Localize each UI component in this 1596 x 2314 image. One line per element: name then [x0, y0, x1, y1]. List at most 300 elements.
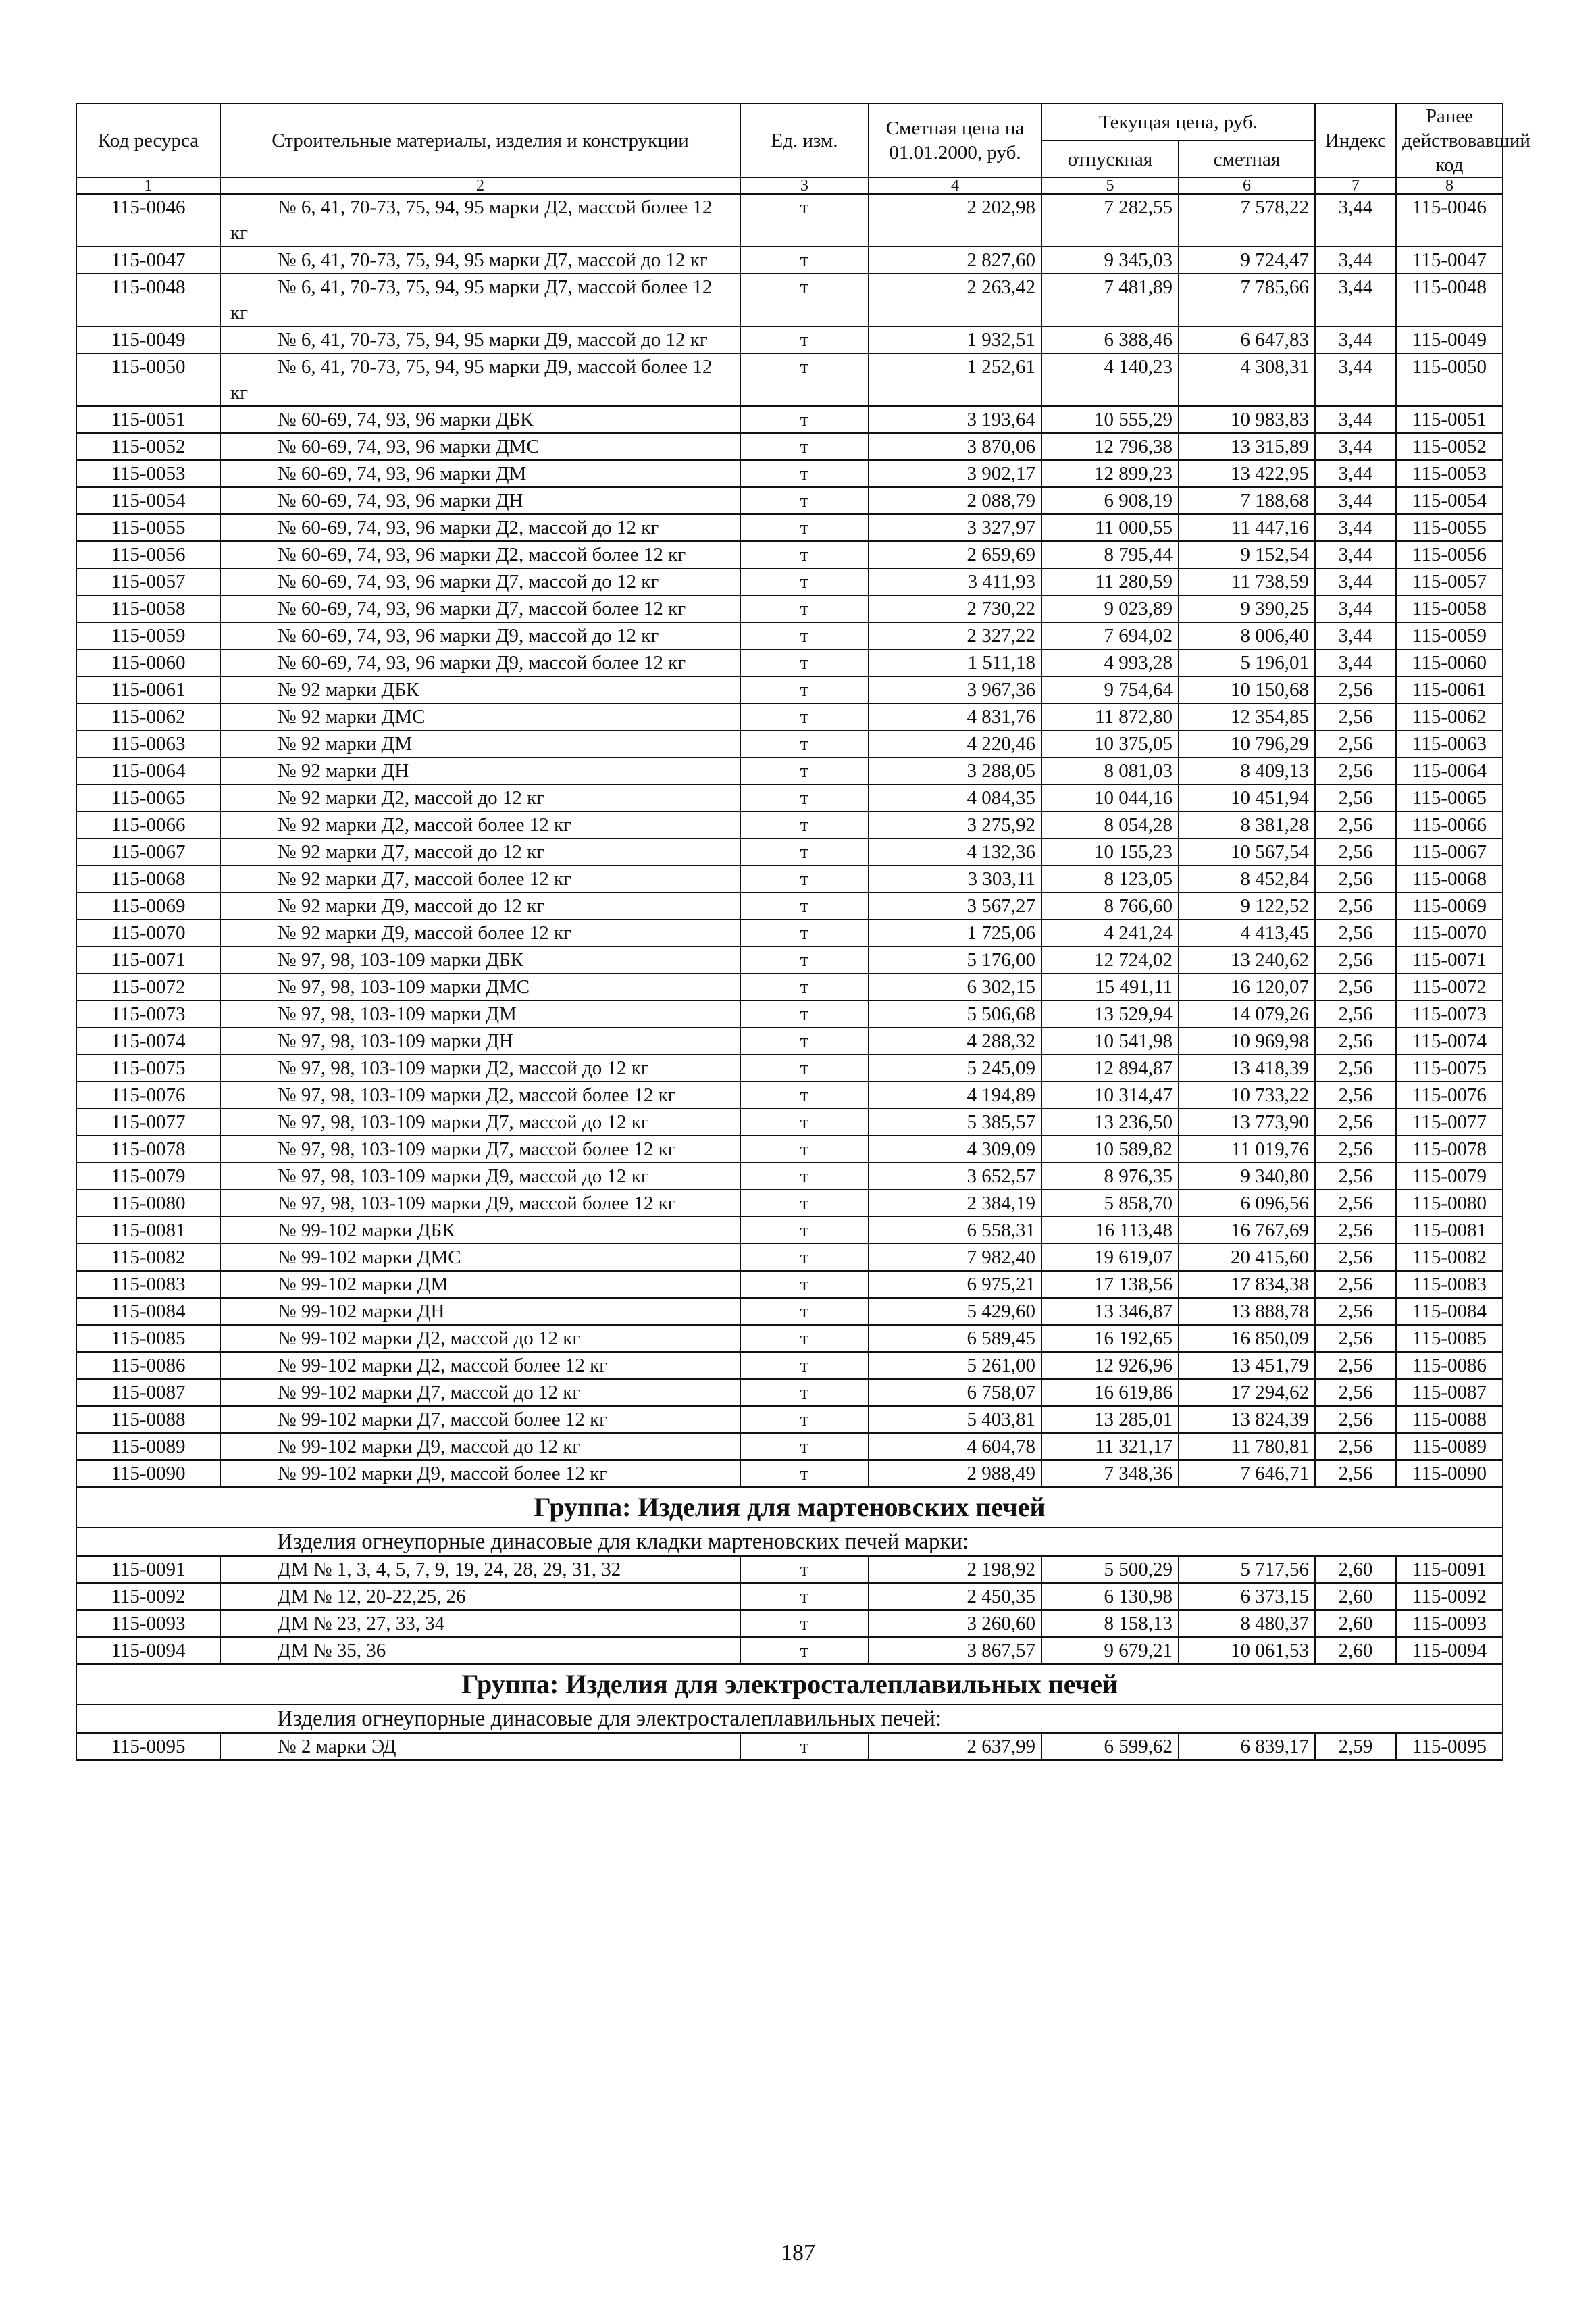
estimate-price: 7 646,71 — [1179, 1460, 1315, 1487]
material-name-text: ДМ № 12, 20-22,25, 26 — [278, 1586, 466, 1607]
table-row — [76, 1163, 1503, 1190]
estimate-2000-price: 3 275,92 — [869, 811, 1041, 838]
material-name-text: № 99-102 марки Д7, массой более 12 кг — [278, 1409, 608, 1430]
previous-code: 115-0066 — [1396, 811, 1503, 838]
release-price: 6 388,46 — [1041, 326, 1179, 353]
resource-code: 115-0054 — [76, 487, 220, 514]
material-name — [220, 1271, 740, 1298]
subgroup-title-row — [76, 1528, 1503, 1556]
unit-cell: т — [740, 541, 869, 568]
group-title: Группа: Изделия для электросталеплавильных печей — [76, 1664, 1503, 1705]
table-row — [76, 1055, 1503, 1082]
unit-cell: т — [740, 1190, 869, 1217]
estimate-price: 8 381,28 — [1179, 811, 1315, 838]
estimate-price: 4 308,31 — [1179, 353, 1315, 406]
material-name-text: ДМ № 23, 27, 33, 34 — [278, 1613, 445, 1634]
unit-cell: т — [740, 247, 869, 274]
release-price: 8 158,13 — [1041, 1610, 1179, 1637]
material-name-text: № 99-102 марки Д9, массой более 12 кг — [278, 1463, 608, 1484]
release-price: 10 314,47 — [1041, 1082, 1179, 1109]
previous-code: 115-0068 — [1396, 865, 1503, 892]
previous-code: 115-0088 — [1396, 1406, 1503, 1433]
price-index: 3,44 — [1315, 247, 1396, 274]
table-row — [76, 274, 1503, 326]
material-name — [220, 730, 740, 757]
price-index: 2,56 — [1315, 920, 1396, 947]
unit-cell: т — [740, 433, 869, 460]
table-row — [76, 622, 1503, 649]
material-name — [220, 947, 740, 974]
table-row — [76, 703, 1503, 730]
table-row — [76, 920, 1503, 947]
price-index: 2,56 — [1315, 1028, 1396, 1055]
material-name-text: № 99-102 марки Д9, массой до 12 кг — [278, 1436, 581, 1457]
price-index: 3,44 — [1315, 326, 1396, 353]
material-name — [220, 1583, 740, 1610]
material-name-text: № 99-102 марки ДМ — [278, 1274, 448, 1295]
price-index: 3,44 — [1315, 487, 1396, 514]
unit-cell: т — [740, 595, 869, 622]
material-name-text: № 97, 98, 103-109 марки Д7, массой более 12 кг — [278, 1138, 676, 1160]
previous-code: 115-0058 — [1396, 595, 1503, 622]
material-name-text: № 92 марки Д9, массой до 12 кг — [278, 895, 545, 917]
estimate-2000-price: 3 652,57 — [869, 1163, 1041, 1190]
estimate-2000-price: 3 303,11 — [869, 865, 1041, 892]
estimate-2000-price: 4 194,89 — [869, 1082, 1041, 1109]
resource-code: 115-0081 — [76, 1217, 220, 1244]
resource-code: 115-0090 — [76, 1460, 220, 1487]
material-name-text: № 92 марки Д2, массой более 12 кг — [278, 814, 571, 836]
estimate-price: 6 373,15 — [1179, 1583, 1315, 1610]
header-row-1 — [76, 103, 1503, 141]
release-price: 10 155,23 — [1041, 838, 1179, 865]
unit-cell: т — [740, 1271, 869, 1298]
column-number: 5 — [1041, 178, 1179, 194]
estimate-2000-price: 6 302,15 — [869, 974, 1041, 1001]
estimate-price: 13 773,90 — [1179, 1109, 1315, 1136]
table-row — [76, 1433, 1503, 1460]
material-name — [220, 1217, 740, 1244]
price-index: 2,56 — [1315, 1271, 1396, 1298]
material-name-text: № 92 марки Д9, массой более 12 кг — [278, 922, 571, 944]
table-row — [76, 974, 1503, 1001]
table-row — [76, 649, 1503, 676]
table-row — [76, 541, 1503, 568]
unit-cell: т — [740, 1028, 869, 1055]
unit-cell: т — [740, 194, 869, 247]
price-index: 2,56 — [1315, 1352, 1396, 1379]
material-name-text: № 6, 41, 70-73, 75, 94, 95 марки Д7, массой более 12 кг — [230, 276, 713, 324]
previous-code: 115-0053 — [1396, 460, 1503, 487]
previous-code: 115-0048 — [1396, 274, 1503, 326]
estimate-2000-price: 5 403,81 — [869, 1406, 1041, 1433]
release-price: 8 976,35 — [1041, 1163, 1179, 1190]
table-row — [76, 865, 1503, 892]
resource-code: 115-0093 — [76, 1610, 220, 1637]
header-estimate-2000: Сметная цена на 01.01.2000, руб. — [869, 103, 1041, 178]
previous-code: 115-0051 — [1396, 406, 1503, 433]
table-row — [76, 1001, 1503, 1028]
material-name-text: № 60-69, 74, 93, 96 марки Д7, массой до 12 кг — [278, 571, 659, 593]
price-index: 2,56 — [1315, 1244, 1396, 1271]
table-row — [76, 784, 1503, 811]
unit-cell: т — [740, 1001, 869, 1028]
header-previous-code: Ранее действовавший код — [1396, 103, 1503, 178]
previous-code: 115-0046 — [1396, 194, 1503, 247]
resource-code: 115-0058 — [76, 595, 220, 622]
material-name — [220, 1028, 740, 1055]
material-name — [220, 811, 740, 838]
material-name — [220, 622, 740, 649]
price-index: 3,44 — [1315, 433, 1396, 460]
material-name — [220, 274, 740, 326]
unit-cell: т — [740, 1733, 869, 1760]
material-name-text: № 6, 41, 70-73, 75, 94, 95 марки Д9, массой более 12 кг — [230, 356, 713, 403]
estimate-2000-price: 7 982,40 — [869, 1244, 1041, 1271]
resource-code: 115-0095 — [76, 1733, 220, 1760]
price-index: 2,56 — [1315, 1325, 1396, 1352]
header-current-price: Текущая цена, руб. — [1041, 103, 1315, 141]
estimate-2000-price: 5 176,00 — [869, 947, 1041, 974]
previous-code: 115-0049 — [1396, 326, 1503, 353]
price-index: 3,44 — [1315, 514, 1396, 541]
price-index: 2,56 — [1315, 1055, 1396, 1082]
estimate-2000-price: 4 132,36 — [869, 838, 1041, 865]
table-row — [76, 1556, 1503, 1583]
unit-cell: т — [740, 947, 869, 974]
previous-code: 115-0090 — [1396, 1460, 1503, 1487]
release-price: 5 858,70 — [1041, 1190, 1179, 1217]
release-price: 8 081,03 — [1041, 757, 1179, 784]
table-row — [76, 460, 1503, 487]
estimate-price: 16 767,69 — [1179, 1217, 1315, 1244]
release-price: 10 541,98 — [1041, 1028, 1179, 1055]
previous-code: 115-0085 — [1396, 1325, 1503, 1352]
page-number: 187 — [781, 2240, 815, 2265]
price-index: 2,56 — [1315, 1190, 1396, 1217]
previous-code: 115-0093 — [1396, 1610, 1503, 1637]
estimate-price: 10 983,83 — [1179, 406, 1315, 433]
unit-cell: т — [740, 1109, 869, 1136]
material-name-text: № 6, 41, 70-73, 75, 94, 95 марки Д2, массой более 12 кг — [230, 197, 713, 244]
estimate-price: 10 150,68 — [1179, 676, 1315, 703]
table-row — [76, 568, 1503, 595]
price-index: 2,56 — [1315, 1136, 1396, 1163]
material-name-text: № 60-69, 74, 93, 96 марки ДН — [278, 490, 523, 511]
unit-cell: т — [740, 1406, 869, 1433]
unit-cell: т — [740, 274, 869, 326]
previous-code: 115-0065 — [1396, 784, 1503, 811]
group-title-row — [76, 1487, 1503, 1528]
price-index: 3,44 — [1315, 568, 1396, 595]
previous-code: 115-0095 — [1396, 1733, 1503, 1760]
price-index: 2,60 — [1315, 1637, 1396, 1664]
unit-cell: т — [740, 1136, 869, 1163]
column-number-row — [76, 178, 1503, 194]
header-code: Код ресурса — [76, 103, 220, 178]
material-name-text: № 97, 98, 103-109 марки Д9, массой более 12 кг — [278, 1192, 676, 1214]
resource-code: 115-0059 — [76, 622, 220, 649]
column-number: 6 — [1179, 178, 1315, 194]
price-index: 2,56 — [1315, 1001, 1396, 1028]
material-name-text: № 60-69, 74, 93, 96 марки ДМС — [278, 436, 540, 457]
price-index: 3,44 — [1315, 649, 1396, 676]
material-name — [220, 920, 740, 947]
previous-code: 115-0091 — [1396, 1556, 1503, 1583]
estimate-2000-price: 6 975,21 — [869, 1271, 1041, 1298]
material-name — [220, 1082, 740, 1109]
estimate-price: 9 122,52 — [1179, 892, 1315, 920]
estimate-2000-price: 4 220,46 — [869, 730, 1041, 757]
release-price: 7 282,55 — [1041, 194, 1179, 247]
table-row — [76, 1109, 1503, 1136]
price-index: 2,60 — [1315, 1556, 1396, 1583]
resource-code: 115-0063 — [76, 730, 220, 757]
estimate-price: 9 724,47 — [1179, 247, 1315, 274]
estimate-2000-price: 3 867,57 — [869, 1637, 1041, 1664]
price-table — [76, 103, 1530, 1761]
release-price: 8 123,05 — [1041, 865, 1179, 892]
price-index: 2,56 — [1315, 784, 1396, 811]
material-name-text: № 97, 98, 103-109 марки ДМ — [278, 1003, 517, 1025]
material-name-text: № 92 марки Д7, массой более 12 кг — [278, 868, 571, 890]
estimate-price: 13 451,79 — [1179, 1352, 1315, 1379]
table-row — [76, 1217, 1503, 1244]
unit-cell: т — [740, 811, 869, 838]
material-name-text: № 92 марки Д2, массой до 12 кг — [278, 787, 545, 809]
price-index: 2,56 — [1315, 757, 1396, 784]
price-index: 3,44 — [1315, 194, 1396, 247]
estimate-2000-price: 5 261,00 — [869, 1352, 1041, 1379]
resource-code: 115-0049 — [76, 326, 220, 353]
previous-code: 115-0078 — [1396, 1136, 1503, 1163]
table-row — [76, 1583, 1503, 1610]
price-index: 2,56 — [1315, 1217, 1396, 1244]
resource-code: 115-0046 — [76, 194, 220, 247]
resource-code: 115-0092 — [76, 1583, 220, 1610]
previous-code: 115-0057 — [1396, 568, 1503, 595]
previous-code: 115-0079 — [1396, 1163, 1503, 1190]
price-index: 2,56 — [1315, 1082, 1396, 1109]
price-index: 2,56 — [1315, 892, 1396, 920]
unit-cell: т — [740, 974, 869, 1001]
estimate-price: 9 390,25 — [1179, 595, 1315, 622]
unit-cell: т — [740, 487, 869, 514]
release-price: 12 894,87 — [1041, 1055, 1179, 1082]
resource-code: 115-0064 — [76, 757, 220, 784]
resource-code: 115-0082 — [76, 1244, 220, 1271]
unit-cell: т — [740, 757, 869, 784]
estimate-price: 13 418,39 — [1179, 1055, 1315, 1082]
estimate-2000-price: 3 288,05 — [869, 757, 1041, 784]
material-name — [220, 568, 740, 595]
estimate-price: 13 888,78 — [1179, 1298, 1315, 1325]
estimate-2000-price: 4 831,76 — [869, 703, 1041, 730]
estimate-price: 11 447,16 — [1179, 514, 1315, 541]
estimate-price: 12 354,85 — [1179, 703, 1315, 730]
table-row — [76, 406, 1503, 433]
resource-code: 115-0047 — [76, 247, 220, 274]
resource-code: 115-0074 — [76, 1028, 220, 1055]
resource-code: 115-0048 — [76, 274, 220, 326]
price-index: 3,44 — [1315, 353, 1396, 406]
resource-code: 115-0085 — [76, 1325, 220, 1352]
resource-code: 115-0052 — [76, 433, 220, 460]
unit-cell: т — [740, 730, 869, 757]
estimate-2000-price: 1 932,51 — [869, 326, 1041, 353]
unit-cell: т — [740, 622, 869, 649]
table-row — [76, 730, 1503, 757]
material-name — [220, 1352, 740, 1379]
estimate-2000-price: 2 198,92 — [869, 1556, 1041, 1583]
material-name-text: № 60-69, 74, 93, 96 марки Д2, массой более 12 кг — [278, 544, 686, 565]
unit-cell: т — [740, 1610, 869, 1637]
previous-code: 115-0064 — [1396, 757, 1503, 784]
estimate-price: 13 422,95 — [1179, 460, 1315, 487]
unit-cell: т — [740, 865, 869, 892]
unit-cell: т — [740, 892, 869, 920]
header-release-price: отпускная — [1041, 141, 1179, 178]
material-name — [220, 784, 740, 811]
resource-code: 115-0072 — [76, 974, 220, 1001]
price-index: 2,56 — [1315, 676, 1396, 703]
release-price: 11 321,17 — [1041, 1433, 1179, 1460]
material-name-text: ДМ № 35, 36 — [278, 1640, 386, 1661]
table-row — [76, 1352, 1503, 1379]
previous-code: 115-0073 — [1396, 1001, 1503, 1028]
estimate-price: 6 647,83 — [1179, 326, 1315, 353]
unit-cell: т — [740, 353, 869, 406]
material-name — [220, 406, 740, 433]
resource-code: 115-0069 — [76, 892, 220, 920]
estimate-2000-price: 2 730,22 — [869, 595, 1041, 622]
material-name — [220, 1163, 740, 1190]
unit-cell: т — [740, 1583, 869, 1610]
material-name — [220, 326, 740, 353]
table-row — [76, 353, 1503, 406]
estimate-price: 10 796,29 — [1179, 730, 1315, 757]
release-price: 9 754,64 — [1041, 676, 1179, 703]
release-price: 9 023,89 — [1041, 595, 1179, 622]
material-name — [220, 649, 740, 676]
resource-code: 115-0060 — [76, 649, 220, 676]
resource-code: 115-0053 — [76, 460, 220, 487]
resource-code: 115-0088 — [76, 1406, 220, 1433]
estimate-2000-price: 5 245,09 — [869, 1055, 1041, 1082]
estimate-price: 5 196,01 — [1179, 649, 1315, 676]
table-row — [76, 194, 1503, 247]
previous-code: 115-0092 — [1396, 1583, 1503, 1610]
resource-code: 115-0080 — [76, 1190, 220, 1217]
material-name-text: № 97, 98, 103-109 марки ДМС — [278, 976, 530, 998]
previous-code: 115-0087 — [1396, 1379, 1503, 1406]
estimate-price: 6 839,17 — [1179, 1733, 1315, 1760]
previous-code: 115-0055 — [1396, 514, 1503, 541]
previous-code: 115-0059 — [1396, 622, 1503, 649]
release-price: 10 044,16 — [1041, 784, 1179, 811]
release-price: 17 138,56 — [1041, 1271, 1179, 1298]
material-name-text: № 97, 98, 103-109 марки Д7, массой до 12 кг — [278, 1111, 649, 1133]
resource-code: 115-0083 — [76, 1271, 220, 1298]
release-price: 10 375,05 — [1041, 730, 1179, 757]
material-name — [220, 676, 740, 703]
unit-cell: т — [740, 1055, 869, 1082]
estimate-2000-price: 6 589,45 — [869, 1325, 1041, 1352]
previous-code: 115-0067 — [1396, 838, 1503, 865]
price-index: 2,56 — [1315, 947, 1396, 974]
subgroup-title: Изделия огнеупорные динасовые для электросталеплавильных печей: — [76, 1705, 1503, 1733]
table-row — [76, 811, 1503, 838]
material-name-text: № 97, 98, 103-109 марки Д2, массой до 12 кг — [278, 1057, 649, 1079]
material-name-text: № 60-69, 74, 93, 96 марки Д2, массой до 12 кг — [278, 517, 659, 538]
table-row — [76, 1379, 1503, 1406]
estimate-2000-price: 3 967,36 — [869, 676, 1041, 703]
release-price: 9 679,21 — [1041, 1637, 1179, 1664]
previous-code: 115-0060 — [1396, 649, 1503, 676]
unit-cell: т — [740, 1460, 869, 1487]
material-name — [220, 194, 740, 247]
estimate-price: 4 413,45 — [1179, 920, 1315, 947]
previous-code: 115-0047 — [1396, 247, 1503, 274]
estimate-2000-price: 2 450,35 — [869, 1583, 1041, 1610]
estimate-2000-price: 1 252,61 — [869, 353, 1041, 406]
previous-code: 115-0082 — [1396, 1244, 1503, 1271]
price-index: 2,56 — [1315, 1298, 1396, 1325]
estimate-price: 17 294,62 — [1179, 1379, 1315, 1406]
material-name-text: № 97, 98, 103-109 марки ДБК — [278, 949, 523, 971]
previous-code: 115-0076 — [1396, 1082, 1503, 1109]
previous-code: 115-0050 — [1396, 353, 1503, 406]
estimate-2000-price: 2 384,19 — [869, 1190, 1041, 1217]
estimate-2000-price: 4 288,32 — [869, 1028, 1041, 1055]
material-name — [220, 865, 740, 892]
material-name-text: № 92 марки Д7, массой до 12 кг — [278, 841, 545, 863]
resource-code: 115-0066 — [76, 811, 220, 838]
price-index: 2,56 — [1315, 1460, 1396, 1487]
estimate-price: 9 340,80 — [1179, 1163, 1315, 1190]
release-price: 8 766,60 — [1041, 892, 1179, 920]
previous-code: 115-0081 — [1396, 1217, 1503, 1244]
estimate-price: 11 780,81 — [1179, 1433, 1315, 1460]
estimate-2000-price: 3 870,06 — [869, 433, 1041, 460]
previous-code: 115-0069 — [1396, 892, 1503, 920]
material-name — [220, 1109, 740, 1136]
resource-code: 115-0050 — [76, 353, 220, 406]
estimate-2000-price: 3 411,93 — [869, 568, 1041, 595]
group-title-row — [76, 1664, 1503, 1705]
resource-code: 115-0079 — [76, 1163, 220, 1190]
material-name — [220, 838, 740, 865]
price-index: 2,56 — [1315, 1406, 1396, 1433]
table-row — [76, 1190, 1503, 1217]
previous-code: 115-0075 — [1396, 1055, 1503, 1082]
material-name-text: № 99-102 марки ДН — [278, 1301, 445, 1322]
estimate-2000-price: 2 988,49 — [869, 1460, 1041, 1487]
price-index: 3,44 — [1315, 595, 1396, 622]
estimate-price: 10 451,94 — [1179, 784, 1315, 811]
unit-cell: т — [740, 676, 869, 703]
estimate-price: 9 152,54 — [1179, 541, 1315, 568]
release-price: 12 899,23 — [1041, 460, 1179, 487]
price-index: 2,56 — [1315, 1109, 1396, 1136]
unit-cell: т — [740, 1433, 869, 1460]
material-name-text: № 99-102 марки ДБК — [278, 1219, 455, 1241]
price-index: 2,56 — [1315, 974, 1396, 1001]
material-name — [220, 1460, 740, 1487]
price-index: 2,56 — [1315, 838, 1396, 865]
estimate-2000-price: 2 827,60 — [869, 247, 1041, 274]
table-row — [76, 433, 1503, 460]
